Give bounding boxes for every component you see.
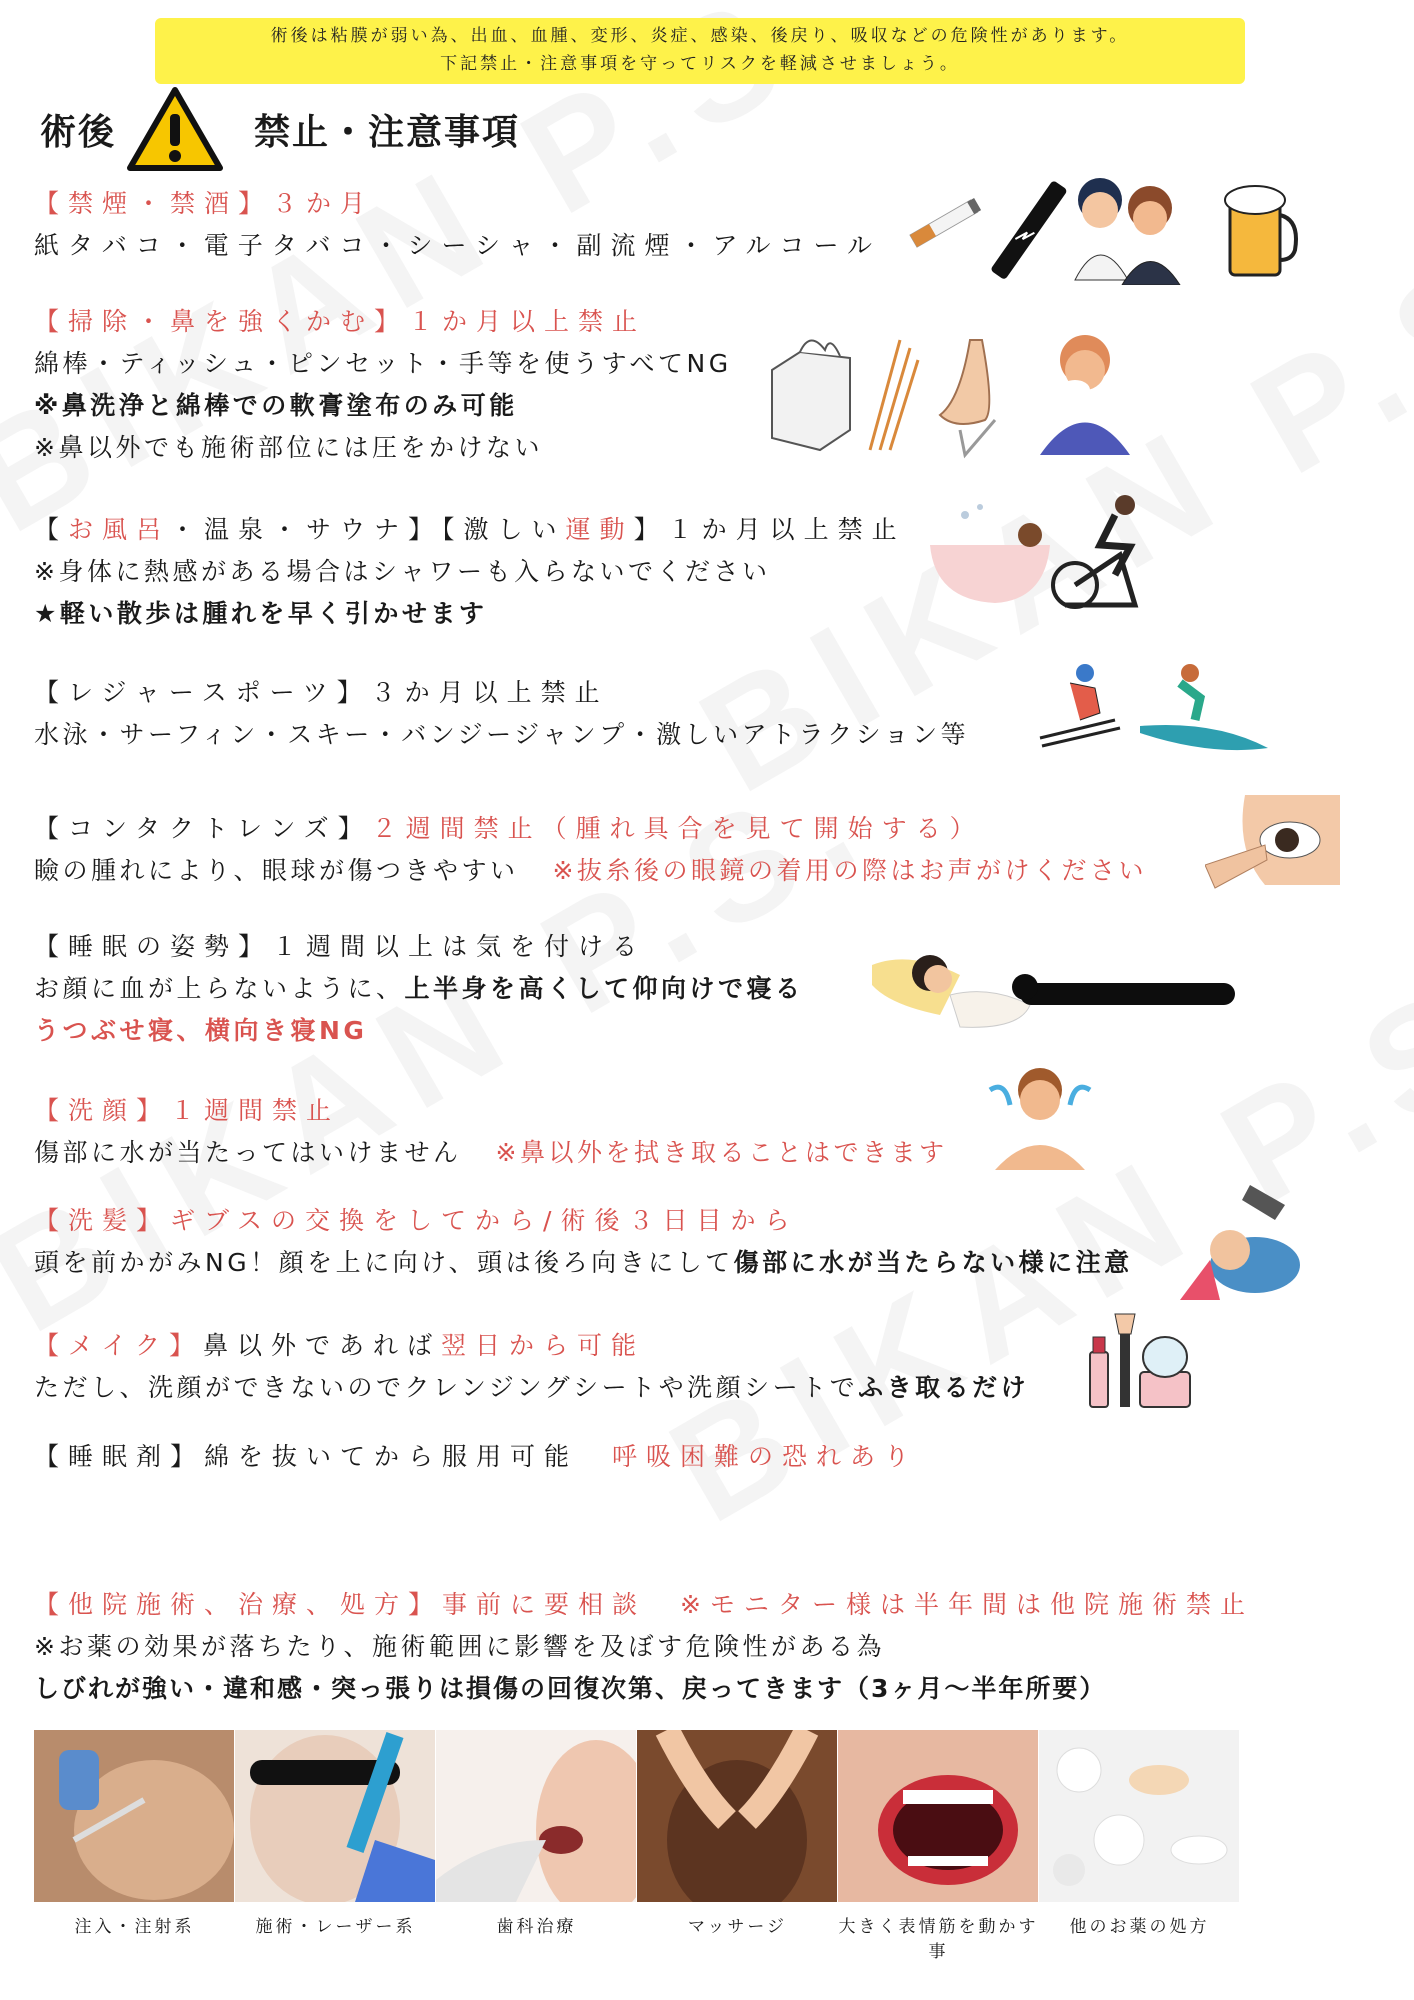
section-body: お顔に血が上らないように、上半身を高くして仰向けで寝る [34,974,804,1003]
pills-photo [1039,1730,1239,1902]
notice-line-2: 下記禁止・注意事項を守ってリスクを軽減させましょう。 [440,54,960,74]
makeup-illustration [1085,1312,1195,1412]
section-sleep [34,926,804,1052]
section-body: ※お薬の効果が落ちたり、施術範囲に影響を及ぼす危険性がある為 [34,1632,885,1661]
page-title [40,86,520,172]
caption: 歯科治療 [496,1917,577,1937]
section-body: 傷部に水が当たってはいけません ※鼻以外を拭き取ることはできます [34,1138,948,1167]
hair-wash-illustration [1180,1180,1300,1300]
open-mouth-photo [838,1730,1038,1902]
caption: 注入・注射系 [74,1917,195,1937]
section-nose [34,301,732,469]
section-note: ※鼻洗浄と綿棒での軟膏塗布のみ可能 [34,391,518,420]
section-makeup [34,1325,1029,1409]
warning-icon [126,86,224,172]
notice-banner [155,18,1245,84]
section-body: 瞼の腫れにより、眼球が傷つきやすい ※抜糸後の眼鏡の着用の際はお声がけください [34,856,1147,885]
section-sports [34,672,969,756]
section-title: 【レジャースポーツ】３か月以上禁止 [34,678,609,707]
section-note: しびれが強い・違和感・突っ張りは損傷の回復次第、戻ってきます（3ヶ月〜半年所要） [34,1674,1107,1703]
bath-exercise-illustration [925,485,1170,615]
title-right: 禁止・注意事項 [254,111,521,153]
section-body: 紙タバコ・電子タバコ・シーシャ・副流煙・アルコール [34,231,882,260]
section-body: 頭を前かがみNG！顔を上に向け、頭は後ろ向きにして傷部に水が当たらない様に注意 [34,1248,1133,1277]
contact-lens-illustration [1205,790,1340,890]
watermark [0,0,878,567]
section-note: うつぶせ寝、横向き寝NG [34,1016,368,1045]
section-title: 【睡眠剤】綿を抜いてから服用可能 呼吸困難の恐れあり [34,1442,919,1471]
laser-photo [235,1730,435,1902]
injection-photo [34,1730,234,1902]
photo-strip [34,1730,1240,1902]
section-hair-wash [34,1200,1133,1284]
section-other-clinics [34,1584,1254,1710]
section-body: 水泳・サーフィン・スキー・バンジージャンプ・激しいアトラクション等 [34,720,970,749]
section-title: 【他院施術、治療、処方】事前に要相談 ※モニター様は半年間は他院施術禁止 [34,1590,1254,1619]
photo-captions [34,1912,1240,1962]
section-face-wash [34,1090,947,1174]
section-sleeping-pill [34,1436,918,1478]
nose-care-illustration [770,320,1140,460]
section-body: ※身体に熱感がある場合はシャワーも入らないでください [34,557,771,586]
section-body: ただし、洗顔ができないのでクレンジングシートや洗顔シートでふき取るだけ [34,1373,1030,1402]
section-bath-exercise [34,509,906,635]
section-body: 綿棒・ティッシュ・ピンセット・手等を使うすべてNG [34,349,732,378]
notice-line-1: 術後は粘膜が弱い為、出血、血腫、変形、炎症、感染、後戻り、吸収などの危険性があります。 [270,26,1130,46]
section-title: 【洗顔】１週間禁止 [34,1096,341,1125]
massage-photo [637,1730,837,1902]
section-title: 【洗髪】ギブスの交換をしてから/術後３日目から [34,1206,799,1235]
section-title: 【コンタクトレンズ】２週間禁止（腫れ具合を見て開始する） [34,814,984,843]
caption: マッサージ [688,1917,787,1937]
section-contact-lens [34,808,1147,892]
sports-illustration [1030,658,1270,758]
section-note: ※鼻以外でも施術部位には圧をかけない [34,433,543,462]
dental-photo [436,1730,636,1902]
section-title: 【禁煙・禁酒】３か月 [34,189,375,218]
section-title: 【お風呂・温泉・サウナ】【激しい運動】１か月以上禁止 [34,515,906,544]
smoking-alcohol-illustration [900,160,1310,285]
caption: 施術・レーザー系 [255,1917,416,1937]
section-title: 【メイク】鼻以外であれば翌日から可能 [34,1331,646,1360]
section-title: 【睡眠の姿勢】１週間以上は気を付ける [34,932,647,961]
caption: 大きく表情筋を動かす事 [838,1917,1039,1962]
section-smoking [34,183,881,267]
section-note: ★軽い散歩は腫れを早く引かせます [34,599,488,628]
caption: 他のお薬の処方 [1069,1917,1210,1937]
face-wash-illustration [985,1060,1095,1170]
sleeping-illustration [870,945,1235,1035]
section-title: 【掃除・鼻を強くかむ】１か月以上禁止 [34,307,647,336]
title-left: 術後 [40,111,117,153]
